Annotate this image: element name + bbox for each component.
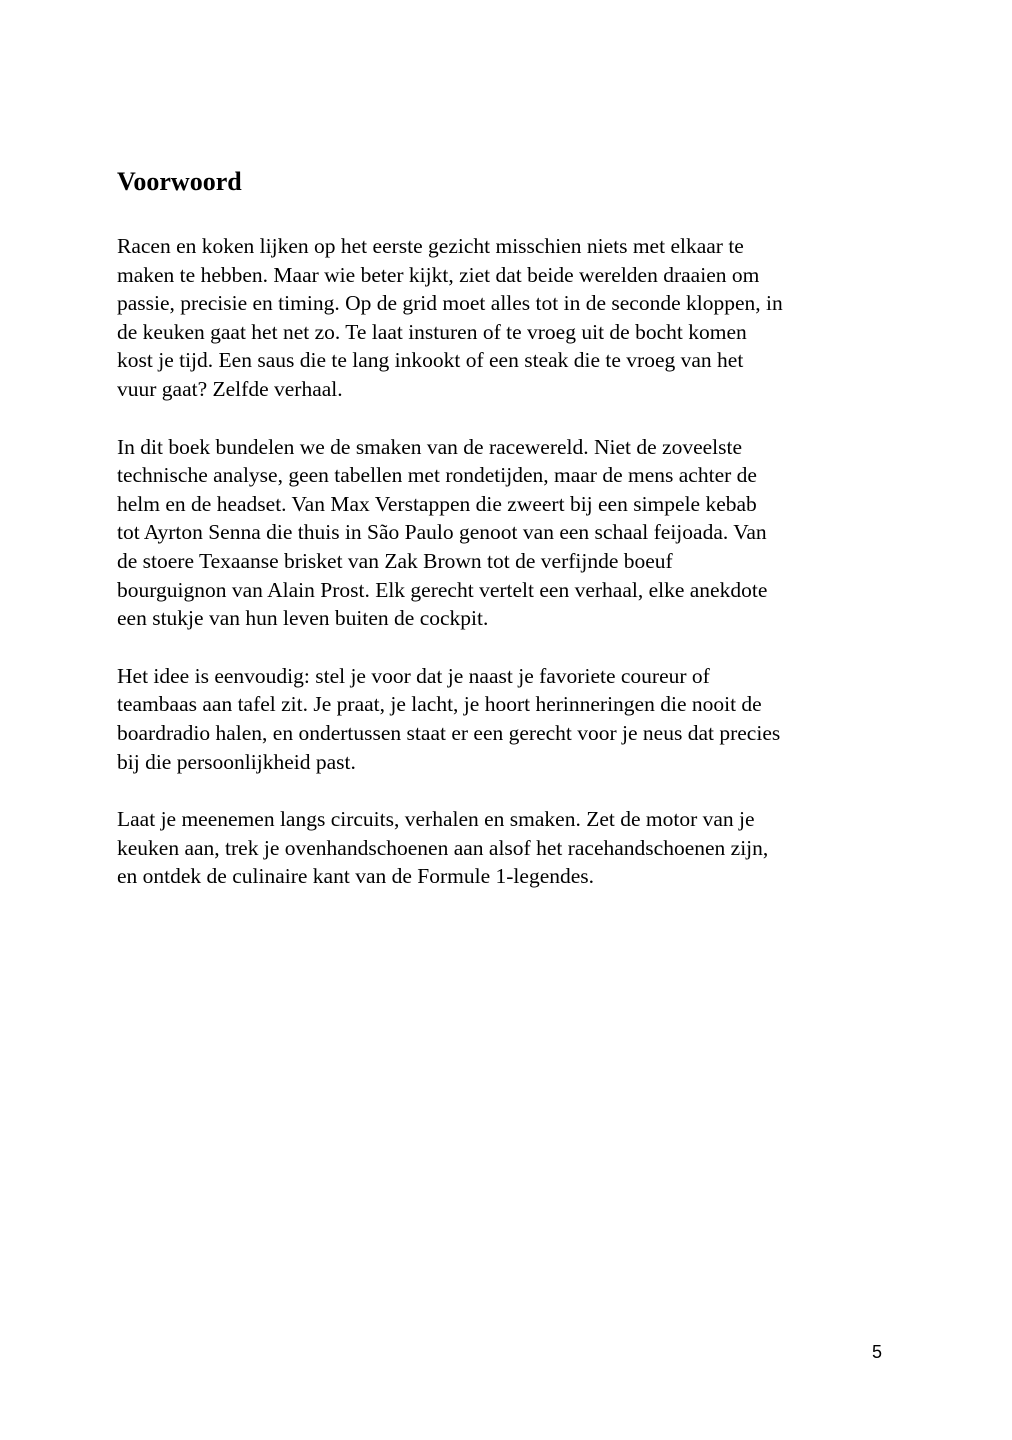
text-line: In dit boek bundelen we de smaken van de racewereld. Niet de zoveelste xyxy=(117,434,743,459)
text-line: kost je tijd. Een saus die te lang inkookt of een steak die te vroeg van het xyxy=(117,348,744,373)
text-line: keuken aan, trek je ovenhandschoenen aan alsof het racehandschoenen zijn, xyxy=(117,835,769,860)
text-line: de stoere Texaanse brisket van Zak Brown tot de verfijnde boeuf xyxy=(117,548,673,573)
paragraph-3 xyxy=(117,662,897,776)
text-line: helm en de headset. Van Max Verstappen die zweert bij een simpele kebab xyxy=(117,491,757,516)
paragraph-1 xyxy=(117,232,897,404)
text-line: bourguignon van Alain Prost. Elk gerecht vertelt een verhaal, elke anekdote xyxy=(117,577,768,602)
text-line: passie, precisie en timing. Op de grid moet alles tot in de seconde kloppen, in xyxy=(117,291,783,316)
text-line: een stukje van hun leven buiten de cockpit. xyxy=(117,606,489,631)
text-line: de keuken gaat het net zo. Te laat insturen of te vroeg uit de bocht komen xyxy=(117,319,747,344)
text-line: en ontdek de culinaire kant van de Formule 1-legendes. xyxy=(117,864,595,889)
text-line: Het idee is eenvoudig: stel je voor dat je naast je favoriete coureur of xyxy=(117,663,710,688)
text-line: bij die persoonlijkheid past. xyxy=(117,749,356,774)
page-number: 5 xyxy=(872,1342,883,1362)
text-line: teambaas aan tafel zit. Je praat, je lacht, je hoort herinneringen die nooit de xyxy=(117,692,762,717)
chapter-heading: Voorwoord xyxy=(117,167,242,196)
text-line: technische analyse, geen tabellen met rondetijden, maar de mens achter de xyxy=(117,463,757,488)
text-line: boardradio halen, en ondertussen staat er een gerecht voor je neus dat precies xyxy=(117,720,781,745)
text-line: Racen en koken lijken op het eerste gezicht misschien niets met elkaar te xyxy=(117,234,744,258)
text-line: Laat je meenemen langs circuits, verhalen en smaken. Zet de motor van je xyxy=(117,807,755,832)
paragraph-2 xyxy=(117,433,897,633)
text-line: vuur gaat? Zelfde verhaal. xyxy=(117,376,343,401)
text-line: maken te hebben. Maar wie beter kijkt, ziet dat beide werelden draaien om xyxy=(117,262,760,287)
text-line: tot Ayrton Senna die thuis in São Paulo genoot van een schaal feijoada. Van xyxy=(117,520,767,545)
page-content xyxy=(117,166,897,920)
paragraph-4 xyxy=(117,805,897,891)
